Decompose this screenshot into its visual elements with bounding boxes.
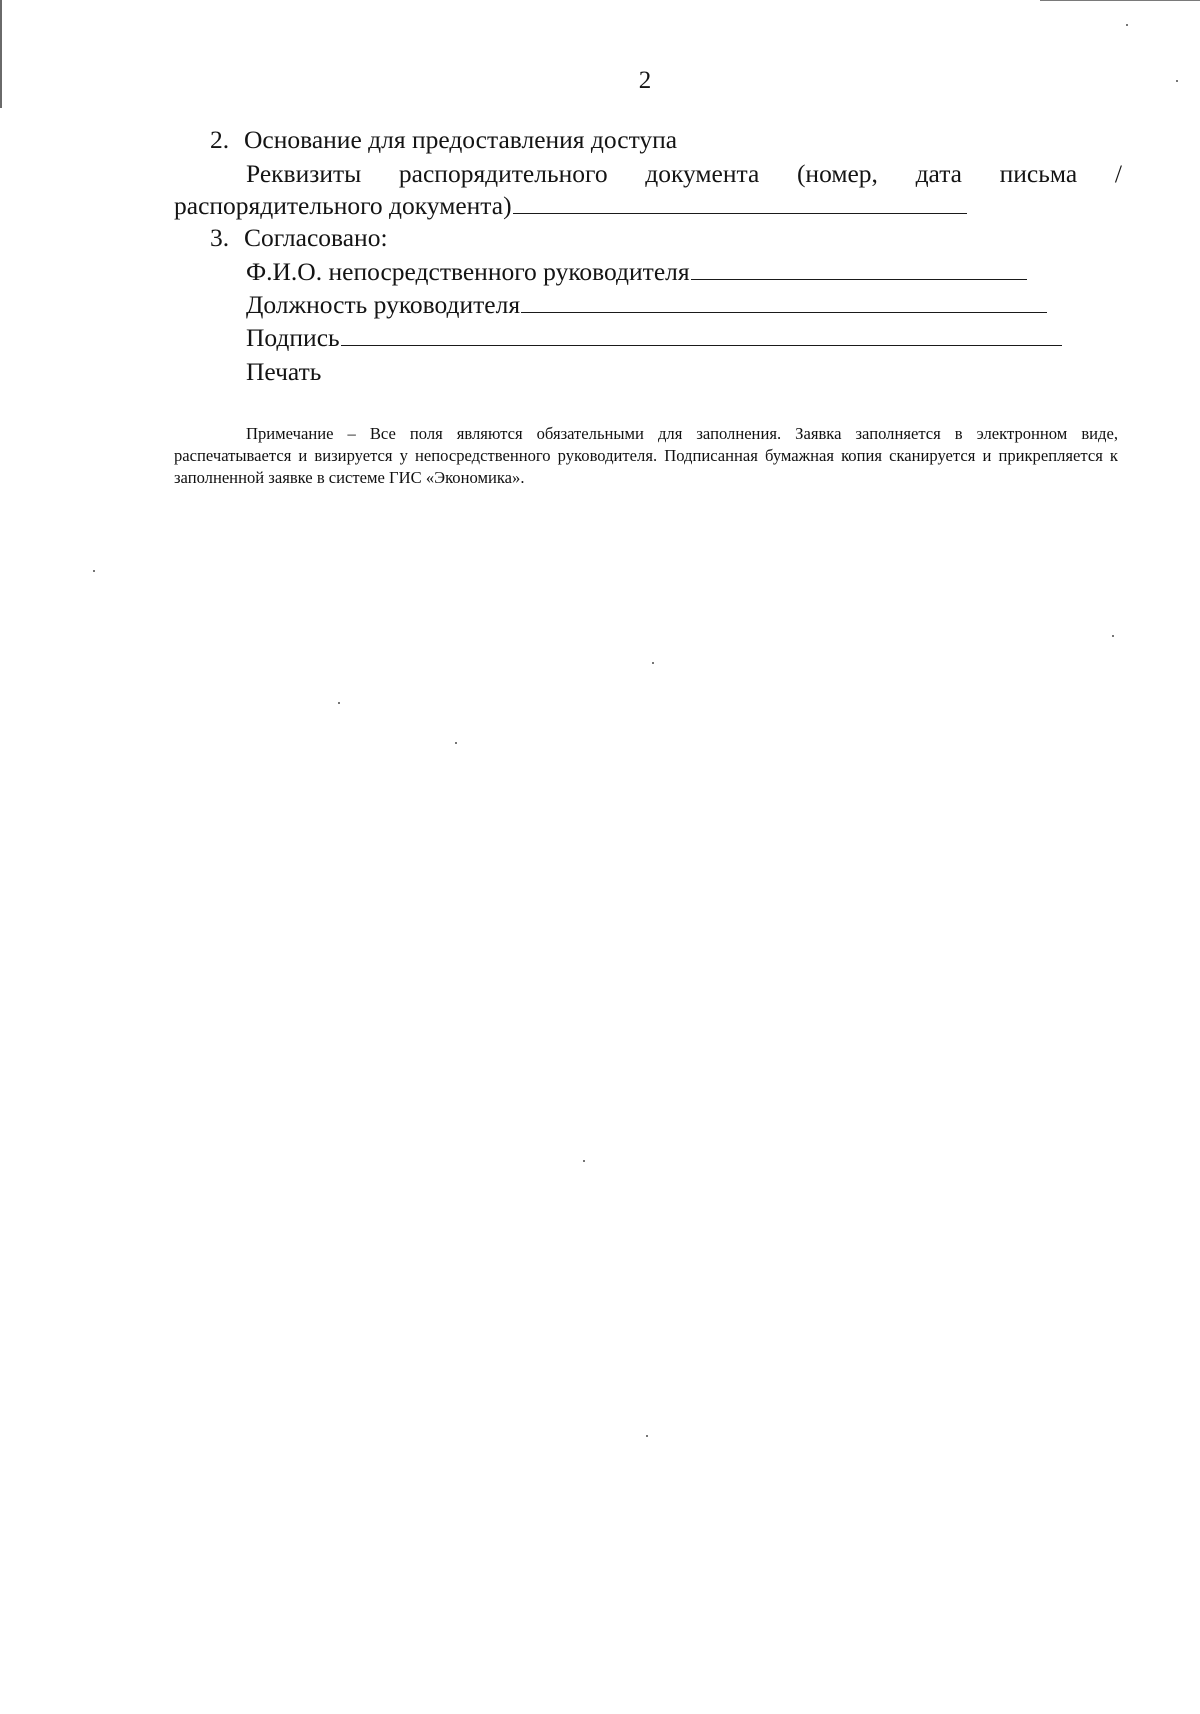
note-paragraph: Примечание – Все поля являются обязательными для заполнения. Заявка заполняется в электронном виде, распечатывается и визируется у непосредственного руководителя. Подписанная бумажная копия сканируется и прикрепляется к заполненной заявке в системе ГИС «Экономика».	[174, 424, 1118, 487]
manager-position-label: Должность руководителя	[246, 290, 521, 319]
manager-name-label: Ф.И.О. непосредственного руководителя	[246, 257, 690, 286]
signature-field[interactable]	[341, 344, 1062, 346]
scan-edge-top	[1040, 0, 1200, 1]
manager-name-field[interactable]	[691, 278, 1027, 280]
section-3-heading	[210, 222, 388, 254]
section-2-details-line-1	[246, 158, 1122, 190]
page-number: 2	[638, 67, 652, 94]
scan-speck	[338, 702, 340, 704]
manager-name-row	[246, 256, 1027, 288]
signature-label: Подпись	[246, 323, 340, 352]
section-2-heading	[210, 124, 677, 156]
stamp-row	[246, 356, 321, 388]
scan-speck	[1176, 80, 1178, 82]
scan-speck	[93, 570, 95, 572]
document-details-field[interactable]	[513, 212, 967, 214]
details-word: /	[1114, 159, 1122, 188]
scan-speck	[455, 742, 457, 744]
section-2-number: 2.	[210, 125, 230, 154]
section-2-details-line-2	[174, 190, 967, 222]
stamp-label: Печать	[246, 357, 322, 386]
scan-speck	[1126, 24, 1128, 26]
scan-speck	[646, 1435, 648, 1437]
scan-speck	[1112, 635, 1114, 637]
details-word: дата	[915, 159, 962, 188]
details-word: Реквизиты	[246, 159, 362, 188]
section-2-title: Основание для предоставления доступа	[244, 125, 678, 154]
scan-speck	[652, 662, 654, 664]
manager-position-field[interactable]	[521, 311, 1047, 313]
manager-position-row	[246, 289, 1047, 321]
details-word: письма	[999, 159, 1078, 188]
details-word: (номер,	[796, 159, 878, 188]
details-line-2-text: распорядительного документа)	[174, 191, 512, 220]
section-3-title: Согласовано:	[244, 223, 388, 252]
scan-speck	[583, 1160, 585, 1162]
signature-row	[246, 322, 1062, 354]
details-word: документа	[645, 159, 760, 188]
section-3-number: 3.	[210, 223, 230, 252]
details-word: распорядительного	[398, 159, 608, 188]
